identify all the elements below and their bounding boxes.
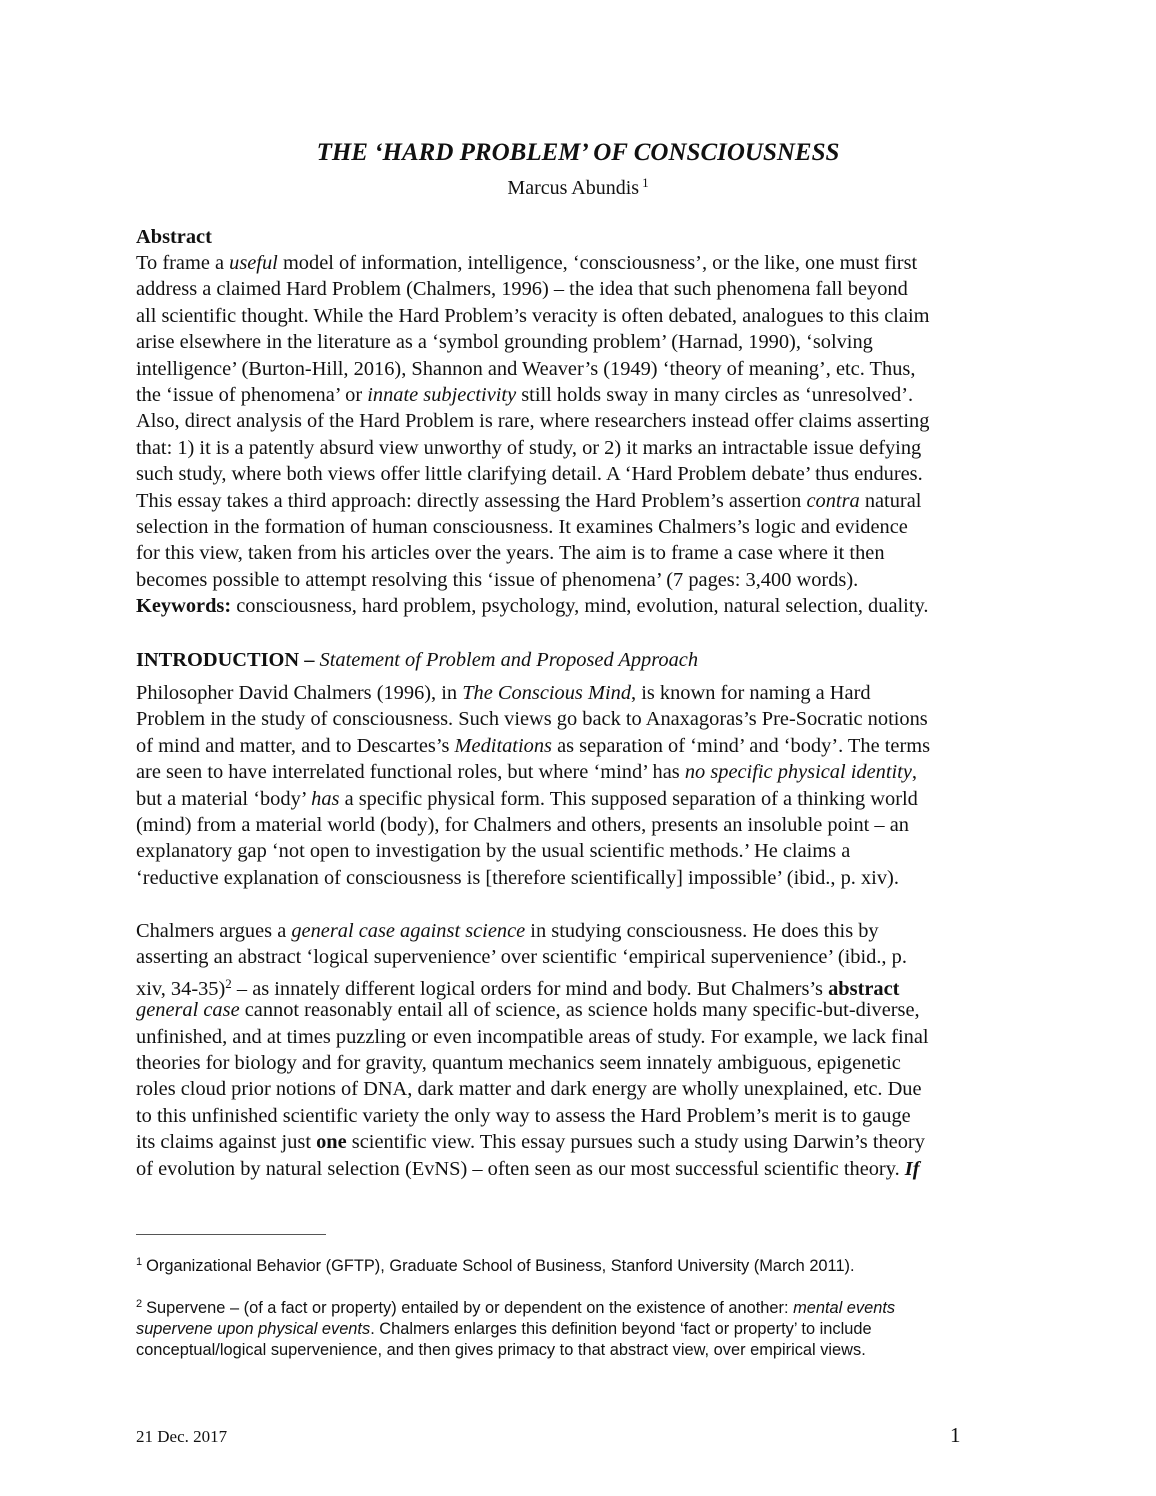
second-paragraph xyxy=(136,918,1026,1182)
document-date: 21 Dec. 2017 xyxy=(136,1427,228,1446)
page-number: 1 xyxy=(950,1423,961,1447)
keywords-label: Keywords: xyxy=(136,595,232,618)
intro-line: explanatory gap ‘not open to investigation by the usual scientific methods.’ He claims a xyxy=(136,840,851,863)
footnote-2: $^2$ Supervene – (of a fact or property) entailed by or dependent on the existence of another: mental events supervene upon physical events. Chalmers enlarges this definition beyond ‘fact or property’ to include conceptual/logical supervenience, and then gives primacy to that abstract view, over empirical views. xyxy=(136,1298,896,1359)
abstract-line: that: 1) it is a patently absurd view unworthy of study, or 2) it marks an intractable issue defying xyxy=(136,436,922,459)
abstract-line: intelligence’ (Burton-Hill, 2016), Shannon and Weaver’s (1949) ‘theory of meaning’, etc. Thus, xyxy=(136,357,916,380)
abstract-line: selection in the formation of human consciousness. It examines Chalmers’s logic and evidence xyxy=(136,515,908,538)
intro-line: but a material ‘body’ has a specific physical form. This supposed separation of a thinking world xyxy=(136,787,918,810)
author-line xyxy=(0,170,1156,201)
abstract-heading xyxy=(136,224,1026,250)
paragraph-line: unfinished, and at times puzzling or even incompatible areas of study. For example, we lack final xyxy=(136,1025,929,1048)
abstract-line: address a claimed Hard Problem (Chalmers, 1996) – the idea that such phenomena fall beyond xyxy=(136,278,908,301)
paragraph-line: theories for biology and for gravity, quantum mechanics seem innately ambiguous, epigenetic xyxy=(136,1051,901,1074)
paragraph-line: asserting an abstract ‘logical supervenience’ over scientific ‘empirical supervenience’ (ibid., p. xyxy=(136,946,907,969)
abstract-heading-text: Abstract xyxy=(136,226,212,248)
intro-heading: INTRODUCTION – Statement of Problem and Proposed Approach xyxy=(136,649,699,671)
intro-line: Problem in the study of consciousness. Such views go back to Anaxagoras’s Pre-Socratic notions xyxy=(136,708,928,731)
intro-line: Philosopher David Chalmers (1996), in The Conscious Mind, is known for naming a Hard xyxy=(136,682,871,704)
abstract-line: such study, where both views offer little clarifying detail. A ‘Hard Problem debate’ thus endures. xyxy=(136,463,923,486)
footnote-separator xyxy=(136,1234,326,1235)
footnote-marker-2: 2 xyxy=(225,975,232,991)
keywords-line xyxy=(136,593,1026,619)
abstract-line: To frame a useful model of information, intelligence, ‘consciousness’, or the like, one must first xyxy=(136,252,918,274)
intro-line: ‘reductive explanation of consciousness is [therefore scientifically] impossible’ (ibid., p. xiv). xyxy=(136,866,899,889)
paragraph-line: general case cannot reasonably entail all of science, as science holds many specific-but-diverse, xyxy=(136,999,920,1022)
footnote-1: $^1$ Organizational Behavior (GFTP), Graduate School of Business, Stanford University (March 2011). xyxy=(136,1256,855,1275)
abstract-line: for this view, taken from his articles over the years. The aim is to frame a case where it then xyxy=(136,542,885,565)
abstract-line: the ‘issue of phenomena’ or innate subjectivity still holds sway in many circles as ‘unresolved’. xyxy=(136,383,914,406)
intro-line: (mind) from a material world (body), for Chalmers and others, presents an insoluble point – an xyxy=(136,813,909,836)
author-footnote-marker: 1 xyxy=(642,175,649,190)
keywords-text: consciousness, hard problem, psychology, mind, evolution, natural selection, duality. xyxy=(231,595,929,618)
paragraph-line: roles cloud prior notions of DNA, dark matter and dark energy are wholly unexplained, etc. Due xyxy=(136,1078,922,1101)
paragraph-line: of evolution by natural selection (EvNS) – often seen as our most successful scientific theory. If xyxy=(136,1157,920,1180)
abstract-line: arise elsewhere in the literature as a ‘symbol grounding problem’ (Harnad, 1990), ‘solving xyxy=(136,331,873,354)
paragraph-line: xiv, 34-35)$^2$ – as innately different logical orders for mind and body. But Chalmers’s abstract xyxy=(136,975,900,1000)
abstract-line: all scientific thought. While the Hard Problem’s veracity is often debated, analogues to this claim xyxy=(136,304,930,327)
intro-line: of mind and matter, and to Descartes’s Meditations as separation of ‘mind’ and ‘body’. The terms xyxy=(136,734,931,757)
abstract-body xyxy=(136,250,1026,619)
abstract-line: Also, direct analysis of the Hard Problem is rare, where researchers instead offer claims asserting xyxy=(136,410,930,433)
intro-line: are seen to have interrelated functional roles, but where ‘mind’ has no specific physical identity, xyxy=(136,761,918,784)
author-name: Marcus Abundis xyxy=(507,177,640,199)
paper-title: THE ‘HARD PROBLEM’ OF CONSCIOUSNESS xyxy=(316,139,840,166)
paragraph-line: its claims against just one scientific view. This essay pursues such a study using Darwin’s theory xyxy=(136,1131,925,1154)
abstract-line: becomes possible to attempt resolving this ‘issue of phenomena’ (7 pages: 3,400 words). xyxy=(136,568,859,591)
intro-paragraph xyxy=(136,680,1026,891)
abstract-line: This essay takes a third approach: directly assessing the Hard Problem’s assertion contra natural xyxy=(136,489,922,512)
paragraph-line: to this unfinished scientific variety the only way to assess the Hard Problem’s merit is to gauge xyxy=(136,1104,911,1127)
paragraph-line: Chalmers argues a general case against science in studying consciousness. He does this by xyxy=(136,920,879,942)
